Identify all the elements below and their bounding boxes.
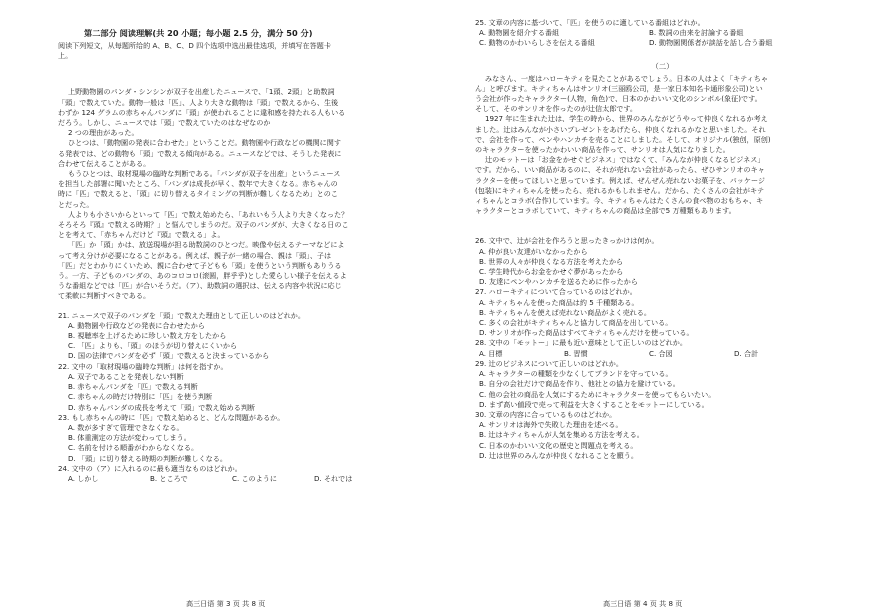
answer-option[interactable]: A. 動物園や行政などの発表に合わせたから (68, 320, 205, 330)
answer-option[interactable]: C. 「匹」よりも、「頭」のほうが切り替えにくいから (68, 341, 238, 351)
answer-option[interactable]: C. 学生時代からお金をかせぐ夢があったから (479, 267, 624, 277)
passage-line: (包装)にキティちゃんを使ったら、売れるかもしれません。だから、たくさんの会社がキテ (475, 185, 765, 195)
question-24 (58, 464, 419, 484)
passage-line: ャラクターとコラボしていて、キティちゃんの商品は全部で5 万種類もあります。 (475, 206, 736, 216)
question-25 (475, 18, 850, 49)
question-stem: 29. 辻のビジネスについて正しいのはどれか。 (475, 358, 623, 368)
question-stem: 25. 文章の内容に基づいて、「匹」を使うのに適している番組はどれか。 (475, 18, 705, 27)
answer-option[interactable]: C. 合図 (649, 348, 673, 358)
answer-option[interactable]: C. 多くの会社がキティちゃんと協力して商品を出している。 (479, 318, 673, 328)
answer-option[interactable]: D. 「頭」に切り替える時期の判断が難しくなる。 (68, 453, 227, 463)
answer-option[interactable]: C. 動物のかわいらしさを伝える番組 (479, 38, 595, 48)
passage-line: 上野動物園のパンダ・シンシンが双子を出産したニュースで、「1頭、2頭」と助数詞 (68, 87, 335, 97)
page-footer: 高三日语 第 4 页 共 8 页 (603, 599, 683, 608)
passage-line: 合わせて伝えることがある。 (58, 158, 151, 168)
answer-option[interactable]: A. 双子であることを発表しない判断 (68, 371, 184, 381)
section-title: 第二部分 阅读理解(共 20 小题；每小题 2.5 分，满分 50 分) (84, 28, 313, 38)
passage-line: て柔軟に判断すべきである。 (58, 291, 151, 301)
answer-option[interactable]: B. 自分の会社だけで商品を作り、他社との協力を避けている。 (479, 379, 680, 389)
question-stem: 30. 文章の内容に合っているものはどれか。 (475, 409, 617, 419)
passage-2 (475, 74, 850, 217)
passage-line: 「匹」だとわかりにくいため、親に合わせて子どもも「頭」を使うという判断もありうる (58, 260, 342, 270)
passage-line: とだった。 (58, 199, 94, 209)
question-stem: 22. 文中の「取材現場の臨時な判断」は何を指すか。 (58, 361, 228, 371)
passage-line: です。だから、いい商品があるのに、それが売れない会社があったら、ぜひサンリオのキャ (475, 165, 765, 175)
passage-line: る発表では、どの動物も「頭」で数える傾向がある。ニュースなどでは、そうした発表に (58, 148, 342, 158)
answer-option[interactable]: B. 赤ちゃんパンダを「匹」で数える判断 (68, 382, 198, 392)
passage-line: ました。辻はみんなが小さいプレゼントをあげたら、仲良くなれるかなと思いました。それ (475, 124, 766, 134)
answer-option[interactable]: D. 友達にペンやハンカチを送るために作ったから (479, 277, 638, 287)
passage-1 (58, 87, 419, 301)
passage-line: だろう。しかし、ニュースでは「頭」で数えていたのはなぜなのか (58, 118, 271, 128)
question-22 (58, 362, 419, 413)
answer-options-row (475, 349, 850, 359)
question-stem: 26. 文中で、辻が会社を作ろうと思ったきっかけは何か。 (475, 236, 659, 246)
right-page (435, 0, 870, 615)
passage-line: ラクターを使ってほしいと思っています。例えば、ぜんぜん売れないお菓子を、パッケージ (475, 175, 765, 185)
answer-option[interactable]: D. 赤ちゃんパンダの成長を考えて「頭」で数え始める判断 (68, 402, 256, 412)
answer-option[interactable]: C. 赤ちゃんの時だけ特別に「匹」を使う判断 (68, 392, 213, 402)
answer-option[interactable]: D. まず高い値段で売って利益を大きくすることをモットーにしている。 (479, 399, 709, 409)
passage-line: もうひとつは、取材現場の臨時な判断である。「パンダが双子を出産」というニュース (68, 169, 341, 179)
passage-line: を担当した部署に聞いたところ、「パンダは成長が早く、数年で大きくなる。赤ちゃんの (58, 179, 338, 189)
question-stem: 23. もし赤ちゃんの時に「匹」で数え始めると、どんな問題があるか。 (58, 412, 285, 422)
question-27 (475, 287, 850, 338)
answer-option[interactable]: B. 視聴率を上げるために珍しい数え方をしたから (68, 331, 227, 341)
answer-option[interactable]: D. 動物園関係者が談話を話し合う番組 (649, 38, 773, 48)
passage-line: とを考えて、「赤ちゃんだけど『頭』で数える」よ。 (58, 230, 225, 240)
answer-option[interactable]: B. 辻はキティちゃんが人気を集める方法を考える。 (479, 430, 644, 440)
answer-option[interactable]: C. 名前を付ける順番がわからなくなる。 (68, 443, 199, 453)
passage-line: うな番組などでは「匹」が合いそうだ。（ア）、助数詞の選択は、伝える内容や状況に応じ (58, 281, 342, 291)
answer-option[interactable]: D. 合計 (734, 348, 759, 358)
answer-option[interactable]: B. ところで (150, 473, 188, 483)
question-29 (475, 359, 850, 410)
answer-option[interactable]: C. 日本のかわいい文化の歴史と問題点を考える。 (479, 440, 638, 450)
passage-line: って考え分けが必要になることがある。例えば、親子が一緒の場合、親は「頭」、子は (58, 250, 332, 260)
question-stem: 28. 文中の「モットー」に最も近い意味として正しいのはどれか。 (475, 338, 687, 348)
instruction-line: 阅读下列短文，从每题所给的 A、B、C、D 四个选项中选出最佳选项，并填写在答题卡 (58, 41, 331, 50)
answer-option[interactable]: A. 数が多すぎて管理できなくなる。 (68, 422, 184, 432)
question-stem: 21. ニュースで双子のパンダを「頭」で数えた理由として正しいのはどれか。 (58, 310, 305, 320)
passage-line: ん」と呼びます。キティちゃんはサンリオ(三丽鸥公司，是一家日本知名卡通形象公司)とい (475, 83, 763, 93)
passage-line: 「頭」で数えていた。動物一般は「匹」、人より大きな動物は「頭」で数えるから、生後 (58, 97, 339, 107)
answer-option[interactable]: A. キャラクターの種類を少なくしてブランドを守っている。 (479, 369, 673, 379)
passage-line: わずか 124 グラムの赤ちゃんパンダに「頭」が使われることに違和感を持たれる人もいる (58, 107, 346, 117)
answer-option[interactable]: D. 国の法律でパンダを必ず「頭」で数えると決まっているから (68, 351, 270, 361)
passage-line: 人よりも小さいからといって「匹」で数え始めたら、「あれいもう人より大きくなった？ (68, 209, 349, 219)
answer-option[interactable]: B. 習慣 (564, 348, 588, 358)
answer-option[interactable]: A. しかし (68, 473, 99, 483)
answer-option[interactable]: B. 体重測定の方法が変わってしまう。 (68, 433, 191, 443)
passage-line: う会社が作ったキャラクター(人物，角色)で、日本のかわいい文化のシンボル(象征)です。 (475, 94, 762, 104)
answer-option[interactable]: C. 他の会社の商品を人気にするためにキャラクターを使ってもらいたい。 (479, 389, 716, 399)
passage-line: で、会社を作って、ペンやハンカチを売ることにしました。そして、オリジナル(独创，原创) (475, 134, 771, 144)
answer-option[interactable]: C. このように (232, 473, 277, 483)
passage-line: 時に「匹」で数えると、「頭」に切り替えるタイミングの判断が難しくなるため」とのこ (58, 189, 338, 199)
passage-line: みなさん、一度はハローキティを見たことがあるでしょう。日本の人はよく「キティちゃ (485, 73, 768, 83)
question-26 (475, 236, 850, 287)
answer-option[interactable]: A. 動物園を紹介する番組 (479, 28, 560, 38)
page-footer: 高三日语 第 3 页 共 8 页 (186, 599, 266, 608)
question-21 (58, 311, 419, 362)
passage-line: ィちゃんとコラボ(合作)しています。今、キティちゃんはたくさんの食べ物のおもちゃ、キ (475, 196, 764, 206)
passage-line: 1927 年に生まれた辻は、学生の時から、世界のみんながどうやって仲良くなれるか考え (485, 114, 768, 124)
answer-option[interactable]: A. サンリオは海外で失敗した理由を述べる。 (479, 420, 623, 430)
answer-option[interactable]: B. 世界の人々が仲良くなる方法を考えたから (479, 256, 624, 266)
instruction-line: 上。 (58, 51, 73, 61)
answer-option[interactable]: A. キティちゃんを使った商品は約 5 千種類ある。 (479, 297, 639, 307)
passage-line: う。一方、子どものパンダの、あのコロコロ(滚圆，胖乎乎)とした愛らしい様子を伝えるよ (58, 271, 347, 281)
answer-option[interactable]: B. 数詞の由来を討論する番組 (649, 28, 744, 38)
question-23 (58, 413, 419, 464)
passage-line: 2 つの理由があった。 (68, 128, 139, 138)
answer-option[interactable]: A. 目標 (479, 348, 503, 358)
question-28 (475, 338, 850, 358)
question-30 (475, 410, 850, 461)
answer-options-row (58, 474, 419, 484)
passage-line: 「匹」か「頭」かは、放送現場が担る助数詞のひとつだ。映像や伝えるテーマなどによ (68, 240, 345, 250)
question-stem: 27. ハローキティについて合っているのはどれか。 (475, 287, 637, 297)
question-stem: 24. 文中の（ア）に入れるのに最も適当なものはどれか。 (58, 463, 242, 473)
answer-option[interactable]: D. 辻は世界のみんなが仲良くなれることを願う。 (479, 450, 638, 460)
answer-option[interactable]: B. キティちゃんを使えば売れない商品がよく売れる。 (479, 307, 651, 317)
answer-option[interactable]: D. サンリオが作った商品はすべてキティちゃんだけを使っている。 (479, 328, 694, 338)
passage-line: のキャラクターを使ったかわいい商品を作って、サンリオは人気になりました。 (475, 145, 730, 155)
passage-line: ひとつは、「動物園の発表に合わせた」ということだ。動物園や行政などの機関に関す (68, 138, 341, 148)
passage-line: そろそろ『頭』で数える時期？」と悩んでしまうのだ。双子のパンダが、大きくなる日のこ (58, 220, 349, 230)
passage-line: そして、そのサンリオを作ったのが辻信太郎です。 (475, 104, 638, 114)
answer-option[interactable]: D. それでは (314, 473, 353, 483)
passage-line: 辻のモットーは「お金をかせぐビジネス」ではなくて、「みんなが仲良くなるビジネス」 (485, 155, 765, 165)
answer-option[interactable]: A. 仲が良い友達がいなかったから (479, 246, 588, 256)
part-label: （二） (651, 61, 674, 71)
